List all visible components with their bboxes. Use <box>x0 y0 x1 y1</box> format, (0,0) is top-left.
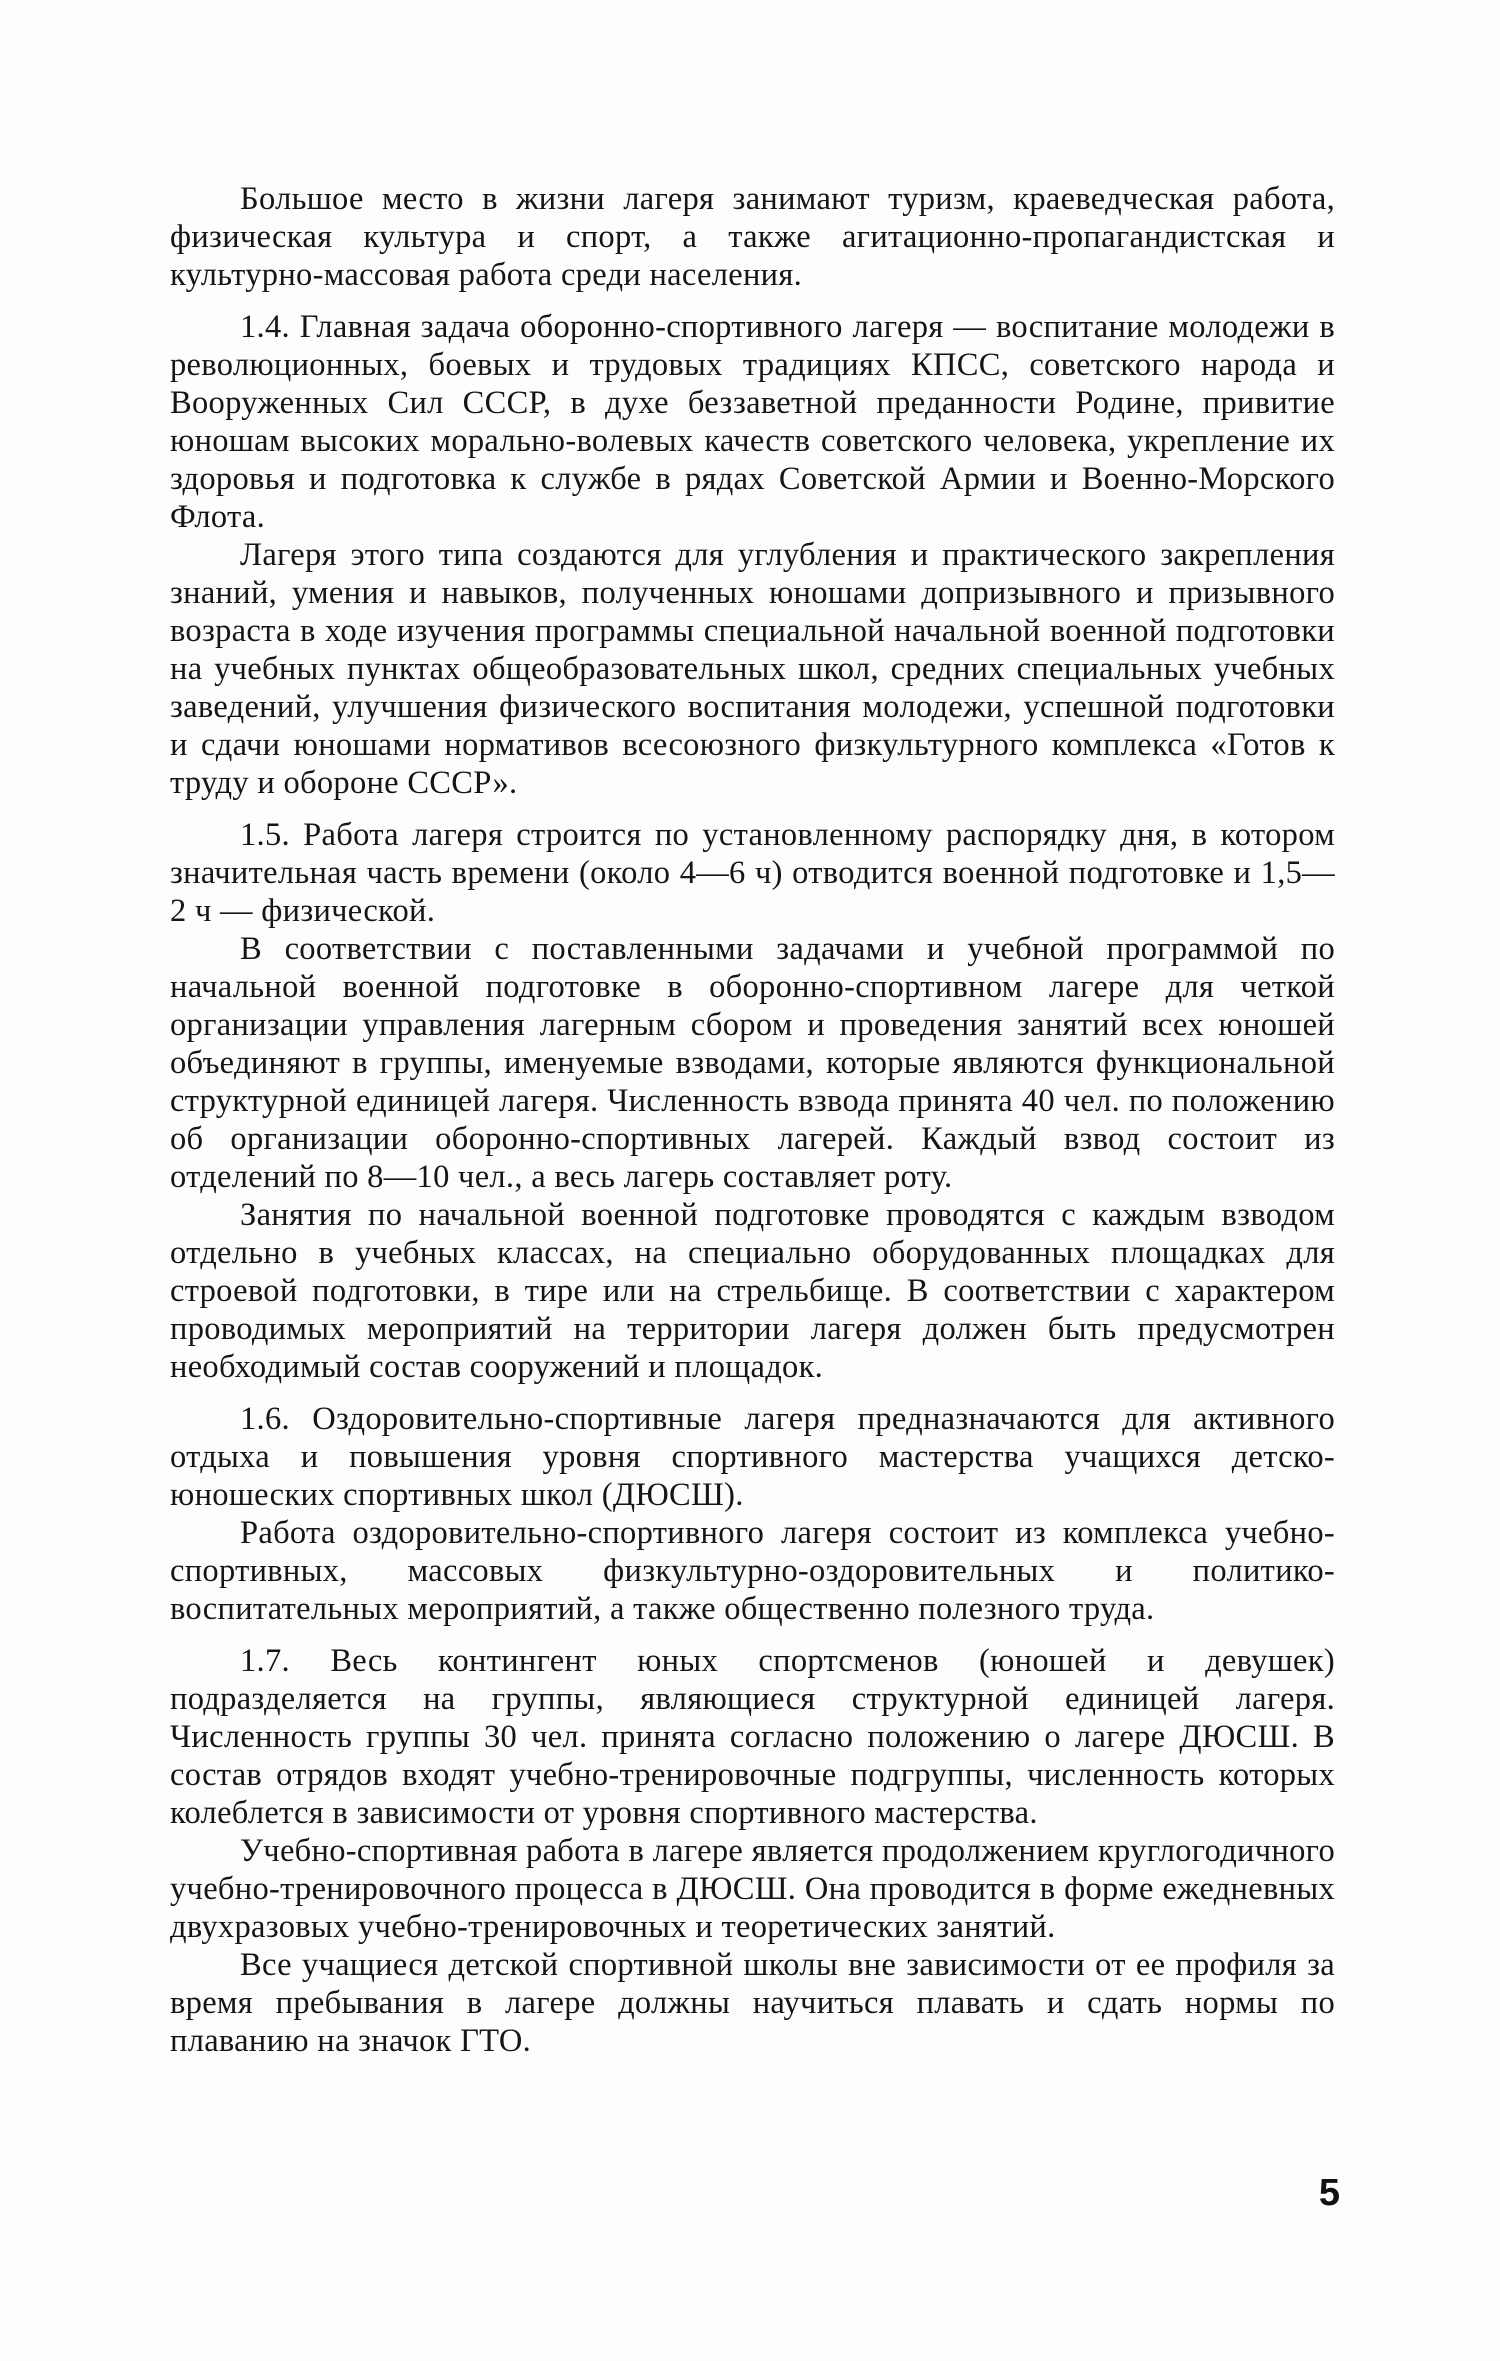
paragraph-health-camp: Работа оздоровительно-спортивного лагеря состоит из комплекса учебно-спортивных, массовых физкультурно-оздоровительных и политико-воспитательных мероприятий, а также общественно полезного труда. <box>170 1515 1335 1627</box>
paragraph-swimming: Все учащиеся детской спортивной школы вне зависимости от ее профиля за время пребывания в лагере должны научиться плавать и сдать нормы по плаванию на значок ГТО. <box>170 1947 1335 2059</box>
paragraph-platoons: В соответствии с поставленными задачами и учебной программой по начальной военной подготовке в оборонно-спортивном лагере для четкой организации управления лагерным сбором и проведения занятий всех юношей объединяют в группы, именуемые взводами, которые являются функциональной структурной единицей лагеря. Численность взвода принята 40 чел. по положению об организации оборонно-спортивных лагерей. Каждый взвод состоит из отделений по 8—10 чел., а весь лагерь составляет роту. <box>170 931 1335 1195</box>
paragraph-camp-types: Лагеря этого типа создаются для углубления и практического закрепления знаний, умения и навыков, полученных юношами допризывного и призывного возраста в ходе изучения программы специальной начальной военной подготовки на учебных пунктах общеобразовательных школ, средних специальных учебных заведений, улучшения физического воспитания молодежи, успешной подготовки и сдачи юношами нормативов всесоюзного физкультурного комплекса «Готов к труду и обороне СССР». <box>170 537 1335 801</box>
page-number: 5 <box>1318 2172 1340 2214</box>
paragraph-1-6: 1.6. Оздоровительно-спортивные лагеря предназначаются для активного отдыха и повышения уровня спортивного мастерства учащихся детско-юношеских спортивных школ (ДЮСШ). <box>170 1401 1335 1513</box>
paragraph-tourism: Большое место в жизни лагеря занимают туризм, краеведческая работа, физическая культура и спорт, а также агитационно-пропагандистская и культурно-массовая работа среди населения. <box>170 181 1335 293</box>
paragraph-training: Занятия по начальной военной подготовке проводятся с каждым взводом отдельно в учебных классах, на специально оборудованных площадках для строевой подготовки, в тире или на стрельбище. В соответствии с характером проводимых мероприятий на территории лагеря должен быть предусмотрен необходимый состав сооружений и площадок. <box>170 1197 1335 1385</box>
paragraph-1-4: 1.4. Главная задача оборонно-спортивного лагеря — воспитание молодежи в революционных, боевых и трудовых традициях КПСС, советского народа и Вооруженных Сил СССР, в духе беззаветной преданности Родине, привитие юношам высоких морально-волевых качеств советского человека, укрепление их здоровья и подготовка к службе в рядах Советской Армии и Военно-Морского Флота. <box>170 309 1335 535</box>
paragraph-sport-work: Учебно-спортивная работа в лагере является продолжением круглогодичного учебно-тренировочного процесса в ДЮСШ. Она проводится в форме ежедневных двухразовых учебно-тренировочных и теоретических занятий. <box>170 1833 1335 1945</box>
body-text <box>170 180 1335 2060</box>
paragraph-1-7: 1.7. Весь контингент юных спортсменов (юношей и девушек) подразделяется на группы, являющиеся структурной единицей лагеря. Численность группы 30 чел. принята согласно положению о лагере ДЮСШ. В состав отрядов входят учебно-тренировочные подгруппы, численность которых колеблется в зависимости от уровня спортивного мастерства. <box>170 1643 1335 1831</box>
paragraph-1-5: 1.5. Работа лагеря строится по установленному распорядку дня, в котором значительная часть времени (около 4—6 ч) отводится военной подготовке и 1,5—2 ч — физической. <box>170 817 1335 929</box>
